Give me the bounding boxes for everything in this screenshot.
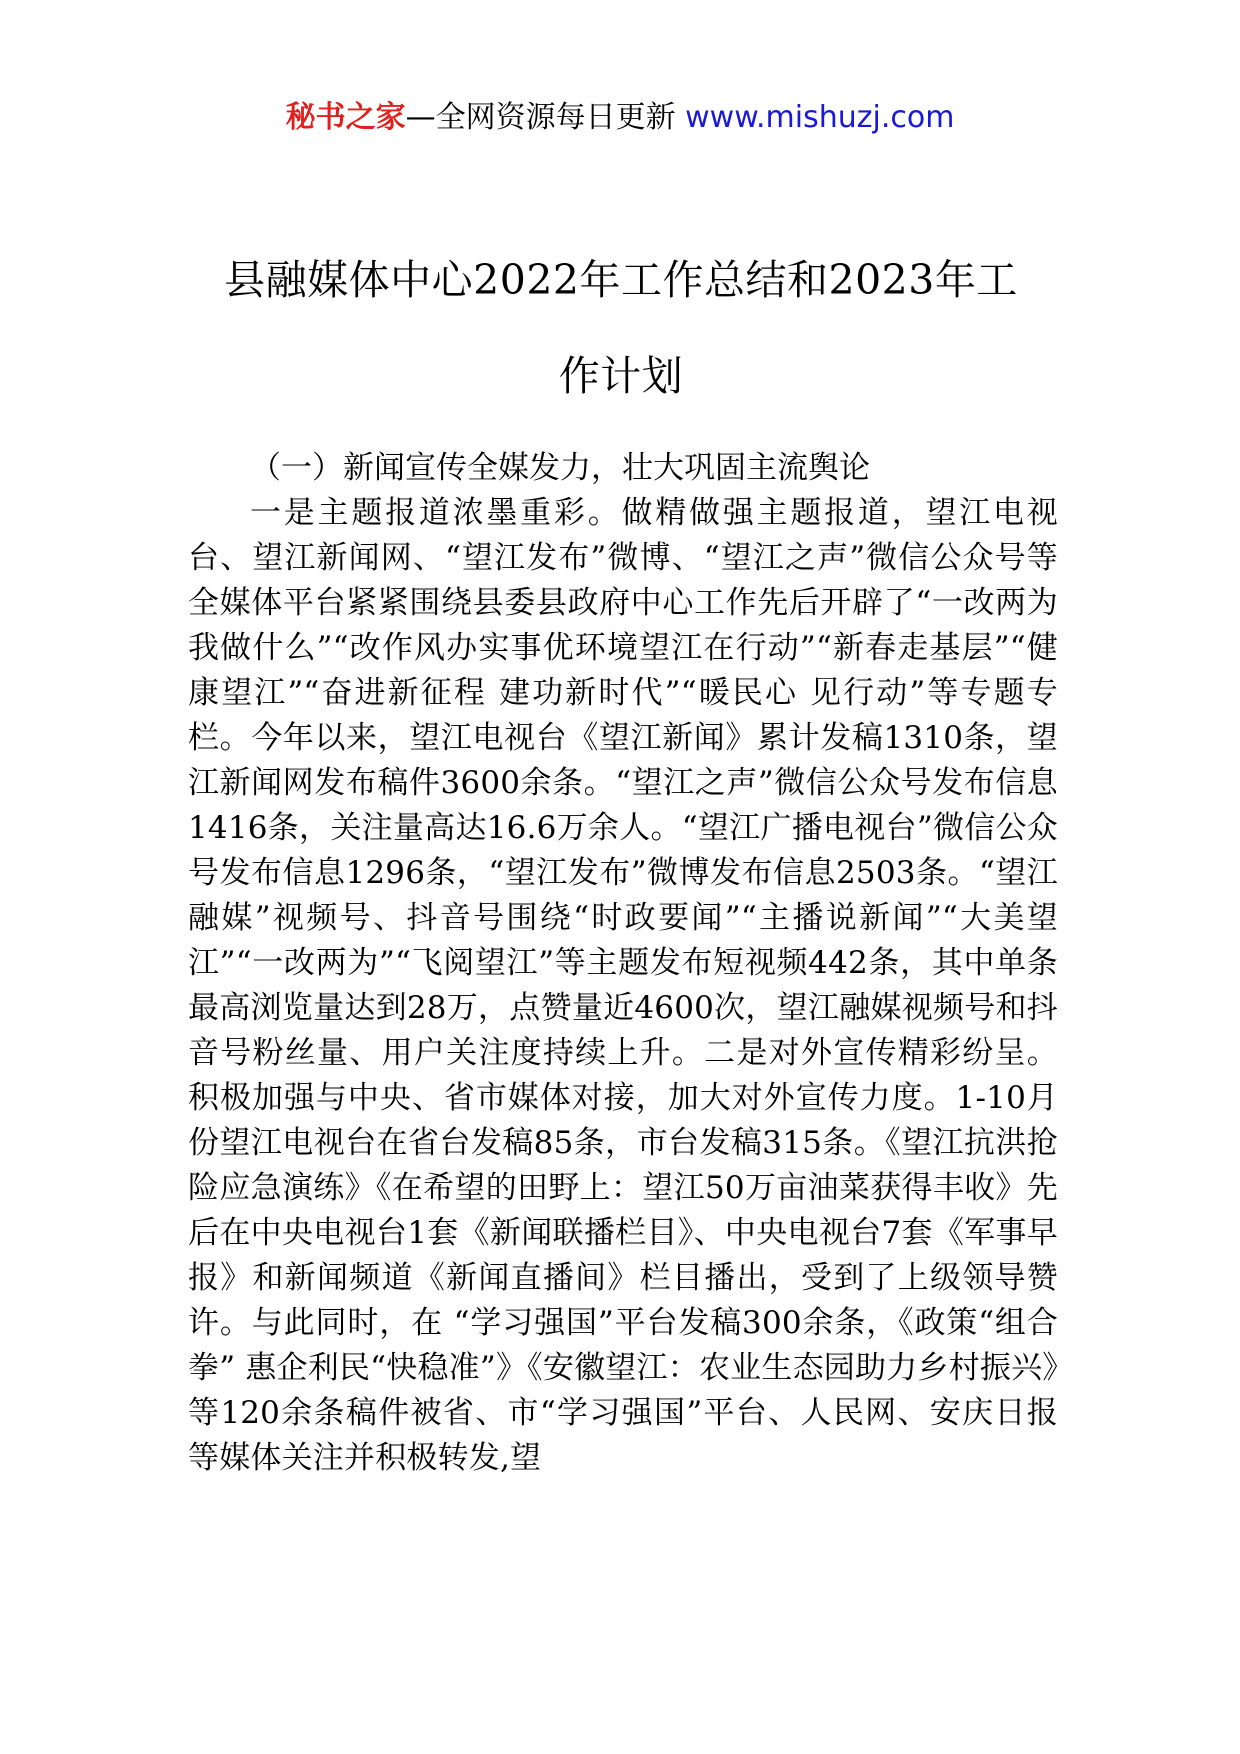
body-paragraph: 一是主题报道浓墨重彩。做精做强主题报道，望江电视台、望江新闻网、“望江发布”微博、“望江之声”微信公众号等全媒体平台紧紧围绕县委县政府中心工作先后开辟了“一改两为我做什么”“改作风办实事优环境望江在行动”“新春走基层”“健康望江”“奋进新征程 建功新时代”“暖民心 见行动”等专题专栏。今年以来，望江电视台《望江新闻》累计发稿1310条，望江新闻网发布稿件3600余条。“望江之声”微信公众号发布信息1416条，关注量高达16.6万余人。“望江广播电视台”微信公众号发布信息1296条，“望江发布”微博发布信息2503条。“望江融媒”视频号、抖音号围绕“时政要闻”“主播说新闻”“大美望江”“一改两为”“飞阅望江”等主题发布短视频442条，其中单条最高浏览量达到28万，点赞量近4600次，望江融媒视频号和抖音号粉丝量、用户关注度持续上升。二是对外宣传精彩纷呈。积极加强与中央、省市媒体对接，加大对外宣传力度。1-10月份望江电视台在省台发稿85条，市台发稿315条。《望江抗洪抢险应急演练》《在希望的田野上：望江50万亩油菜获得丰收》先后在中央电视台1套《新闻联播栏目》、中央电视台7套《军事早报》和新闻频道《新闻直播间》栏目播出，受到了上级领导赞许。与此同时，在 “学习强国”平台发稿300余条，《政策“组合拳” 惠企利民“快稳准”》《安徽望江：农业生态园助力乡村振兴》等120余条稿件被省、市“学习强国”平台、人民网、安庆日报等媒体关注并积极转发,望 [188,495,1058,1476]
site-url[interactable]: www.mishuzj.com [685,100,955,135]
header-slogan: —全网资源每日更新 [405,100,676,135]
brand-name: 秘书之家 [285,100,406,135]
title-line-2: 作计划 [558,352,684,400]
document-body [188,446,1058,1481]
site-header [0,98,1240,138]
section-heading: （一）新闻宣传全媒发力，壮大巩固主流舆论 [250,450,870,486]
document-title [186,232,1056,424]
title-line-1: 县融媒体中心2022年工作总结和2023年工 [224,256,1018,304]
